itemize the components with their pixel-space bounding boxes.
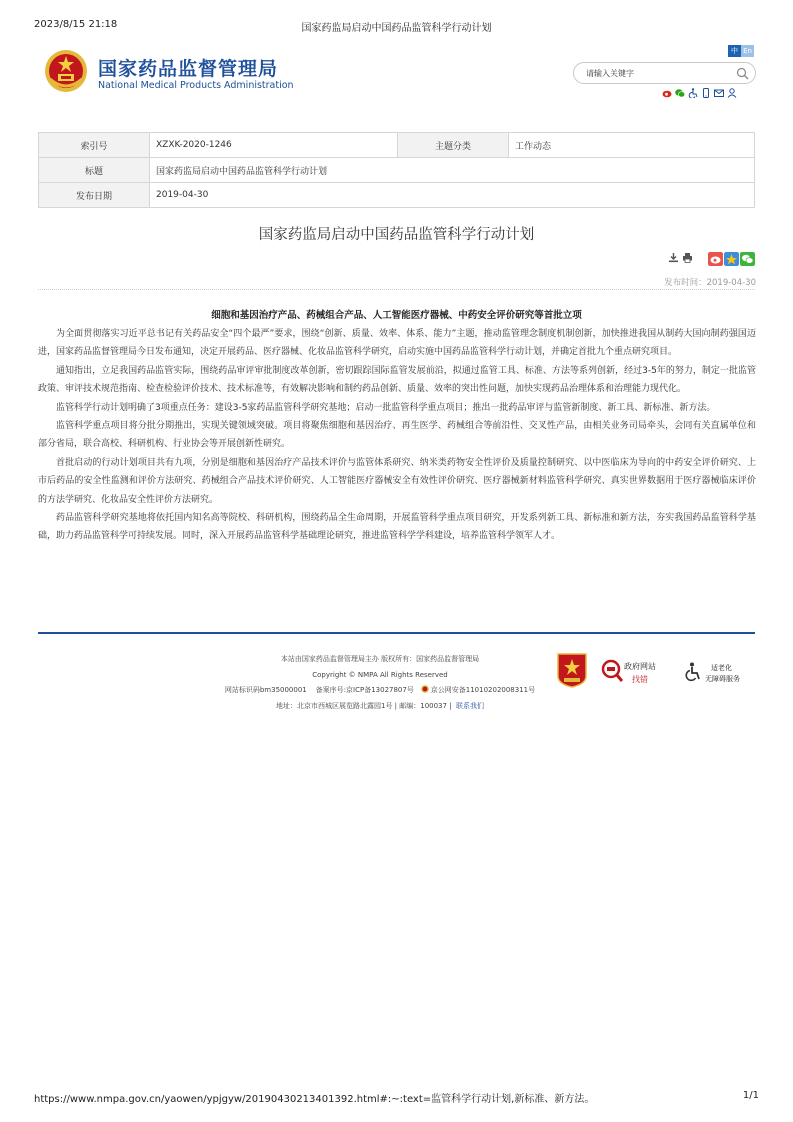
police-badge-icon — [421, 685, 429, 693]
site-id: 网站标识码bm35000001 — [224, 686, 307, 694]
category-label: 主题分类 — [398, 133, 509, 158]
police-link[interactable]: 京公网安备11010202008311号 — [430, 686, 536, 694]
meta-table — [38, 132, 755, 208]
lang-en-button[interactable]: En — [741, 45, 754, 57]
language-switch — [728, 45, 754, 57]
footer-divider — [38, 632, 755, 634]
publish-date: 发布时间：2019-04-30 — [664, 278, 756, 288]
print-footer — [34, 1090, 759, 1104]
paragraph: 监管科学重点项目将分批分期推出，实现关键领域突破。项目将聚焦细胞和基因治疗、再生医学、药械组合等前沿性、交叉性产品，由相关业务司局牵头，会同有关直属单位和部分省局，联合高校、科研机构、行业协会等开展创新性研究。 — [38, 421, 756, 450]
paragraph: 通知指出，立足我国药品监管实际，围绕药品审评审批制度改革创新，密切跟踪国际监管发展前沿，拟通过监管工具、标准、方法等系列创新，经过3-5年的努力，制定一批监管政策、审评技术规范指南、检查检验评价技术、技术标准等，有效解决影响和制约药品创新、质量、效率的突出性问题，加快实现药品治理体系和治理能力现代化。 — [38, 365, 756, 395]
weibo-icon[interactable] — [662, 88, 672, 98]
date-value: 2019-04-30 — [150, 183, 755, 208]
site-name-en: National Medical Products Administration — [98, 80, 294, 91]
divider — [38, 289, 755, 290]
download-icon[interactable] — [668, 252, 679, 263]
contact-us-link[interactable]: 联系我们 — [456, 701, 485, 710]
search-icon[interactable] — [736, 67, 749, 80]
site-name-cn[interactable]: 国家药品监督管理局 — [98, 58, 279, 80]
lang-zh-button[interactable]: 中 — [728, 45, 741, 57]
footer-copyright: Copyright © NMPA All Rights Reserved — [312, 670, 448, 679]
print-datetime: 2023/8/15 21:18 — [34, 19, 118, 30]
print-title: 国家药监局启动中国药品监管科学行动计划 — [301, 23, 492, 34]
table-row — [39, 183, 755, 208]
footer-address: 地址：北京市西城区展览路北露园1号 | 邮编：100037 | — [275, 701, 452, 710]
share-icons — [708, 252, 755, 266]
paragraph: 药品监管科学研究基地将依托国内知名高等院校、科研机构，围绕药品全生命周期，开展监管科学重点项目研究，开发系列新工具、新标准和新方法，夯实我国药品监管科学基础，助力药品监管科学可持续发展。同时，深入开展药品监管科学基础理论研究，推进监管科学学科建设，培养监管科学领军人才。 — [38, 513, 756, 542]
category-value: 工作动态 — [509, 133, 755, 158]
print-icon[interactable] — [682, 252, 693, 263]
wheelchair-icon — [683, 662, 703, 682]
find-error-icon — [601, 659, 623, 683]
national-emblem-logo[interactable] — [44, 49, 88, 93]
search-input[interactable] — [586, 66, 736, 81]
article-body — [38, 325, 756, 546]
page-number: 1/1 — [742, 1090, 759, 1101]
index-value: XZXK-2020-1246 — [150, 133, 398, 158]
quick-icons — [662, 88, 737, 98]
accessibility-icon[interactable] — [688, 88, 698, 98]
paragraph: 为全面贯彻落实习近平总书记有关药品安全“四个最严”要求，围绕“创新、质量、效率、体系、能力”主题，推动监管理念制度机制创新，加快推进我国从制药大国向制药强国迈进，国家药品监督管理局今日发布通知，决定开展药品、医疗器械、化妆品监管科学研究，启动实施中国药品监管科学行动计划，并确定首批九个重点研究项目。 — [38, 329, 756, 358]
user-icon[interactable] — [727, 88, 737, 98]
barrier-free-label: 无障碍服务 — [705, 675, 740, 683]
page-url: https://www.nmpa.gov.cn/yaowen/ypjgyw/20190430213401392.html#:~:text=监管科学行动计划,新标准、新方法。 — [34, 1094, 595, 1105]
article-subhead: 细胞和基因治疗产品、药械组合产品、人工智能医疗器械、中药安全评价研究等首批立项 — [211, 310, 582, 321]
date-label: 发布日期 — [39, 183, 150, 208]
print-header — [34, 19, 759, 33]
footer-text — [200, 652, 560, 714]
article-title: 国家药监局启动中国药品监管科学行动计划 — [258, 227, 535, 243]
icp-link[interactable]: 备案序号:京ICP备13027807号 — [315, 686, 414, 694]
mobile-icon[interactable] — [701, 88, 711, 98]
gov-find-label: 政府网站 — [624, 662, 656, 671]
table-row — [39, 133, 755, 158]
index-label: 索引号 — [39, 133, 150, 158]
gov-site-find-error[interactable] — [601, 658, 671, 686]
elder-friendly-label: 适老化 — [711, 664, 732, 672]
footer-host: 本站由国家药品监督管理局主办 版权所有：国家药品监督管理局 — [280, 655, 480, 663]
accessibility-service[interactable] — [683, 660, 755, 686]
share-weibo-icon[interactable] — [708, 252, 723, 266]
title-label: 标题 — [39, 158, 150, 183]
gov-find-sublabel: 找错 — [632, 675, 648, 684]
footer-registration — [200, 683, 560, 699]
footer-address-line — [200, 699, 560, 715]
title-value: 国家药监局启动中国药品监管科学行动计划 — [150, 158, 755, 183]
table-row — [39, 158, 755, 183]
wechat-icon[interactable] — [675, 88, 685, 98]
article-tools — [668, 252, 693, 263]
share-wechat-icon[interactable] — [740, 252, 755, 266]
share-qzone-icon[interactable] — [724, 252, 739, 266]
party-gov-badge-icon[interactable] — [555, 652, 589, 688]
mail-icon[interactable] — [714, 88, 724, 98]
paragraph: 监管科学行动计划明确了3项重点任务：建设3-5家药品监管科学研究基地；启动一批监管科学重点项目；推出一批药品审评与监管新制度、新工具、新标准、新方法。 — [56, 402, 716, 413]
search-box — [573, 62, 756, 84]
paragraph: 首批启动的行动计划项目共有九项，分别是细胞和基因治疗产品技术评价与监管体系研究、纳米类药物安全性评价及质量控制研究、以中医临床为导向的中药安全评价研究、上市后药品的安全性监测和评价方法研究、药械组合产品技术评价研究、人工智能医疗器械安全有效性评价研究、医疗器械新材料监管科学研究、真实世界数据用于医疗器械临床评价的方法学研究、化妆品安全性评价方法研究。 — [38, 457, 756, 505]
